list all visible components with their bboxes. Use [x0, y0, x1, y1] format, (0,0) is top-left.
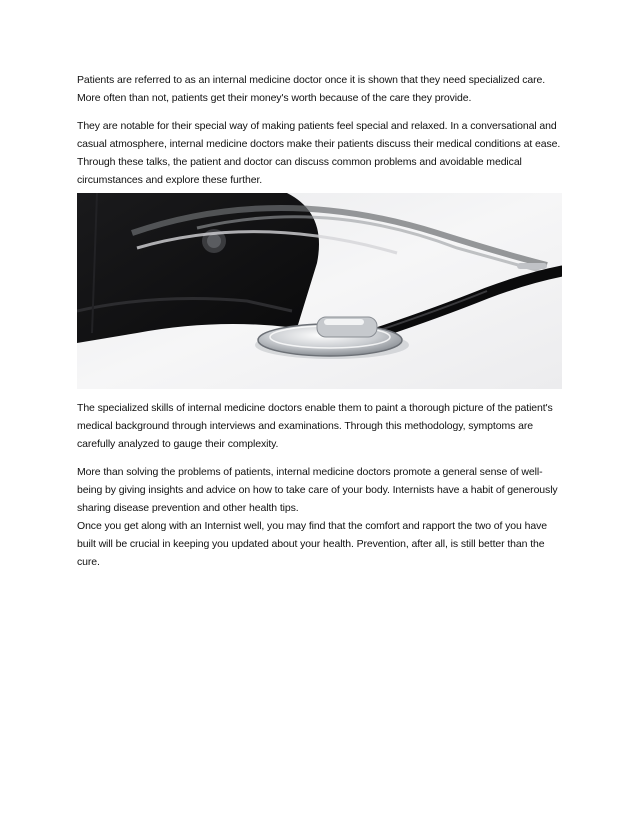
paragraph-2: They are notable for their special way of making patients feel special and relaxed. In a conversational and casual atmosphere, internal medicine doctors make their patients discuss their medical conditions at ease. Through these talks, the patient and doctor can discuss common problems and avoidable medical circumstances and explore these further. [77, 120, 561, 186]
stethoscope-photo [77, 193, 562, 389]
stethoscope-illustration [77, 193, 562, 389]
paragraph-5: Once you get along with an Internist well, you may find that the comfort and rapport the two of you have built will be crucial in keeping you updated about your health. Prevention, after all, is still better than the cure. [77, 520, 547, 568]
paragraph-3: The specialized skills of internal medicine doctors enable them to paint a thorough picture of the patient's medical background through interviews and examinations. Through this methodology, symptoms are carefully analyzed to gauge their complexity. [77, 402, 553, 450]
paragraph-1: Patients are referred to as an internal medicine doctor once it is shown that they need specialized care. More often than not, patients get their money's worth because of the care they provide. [77, 74, 546, 104]
paragraph-4: More than solving the problems of patients, internal medicine doctors promote a general sense of well-being by giving insights and advice on how to take care of your body. Internists have a habit of generously sharing disease prevention and other health tips. [77, 466, 558, 514]
